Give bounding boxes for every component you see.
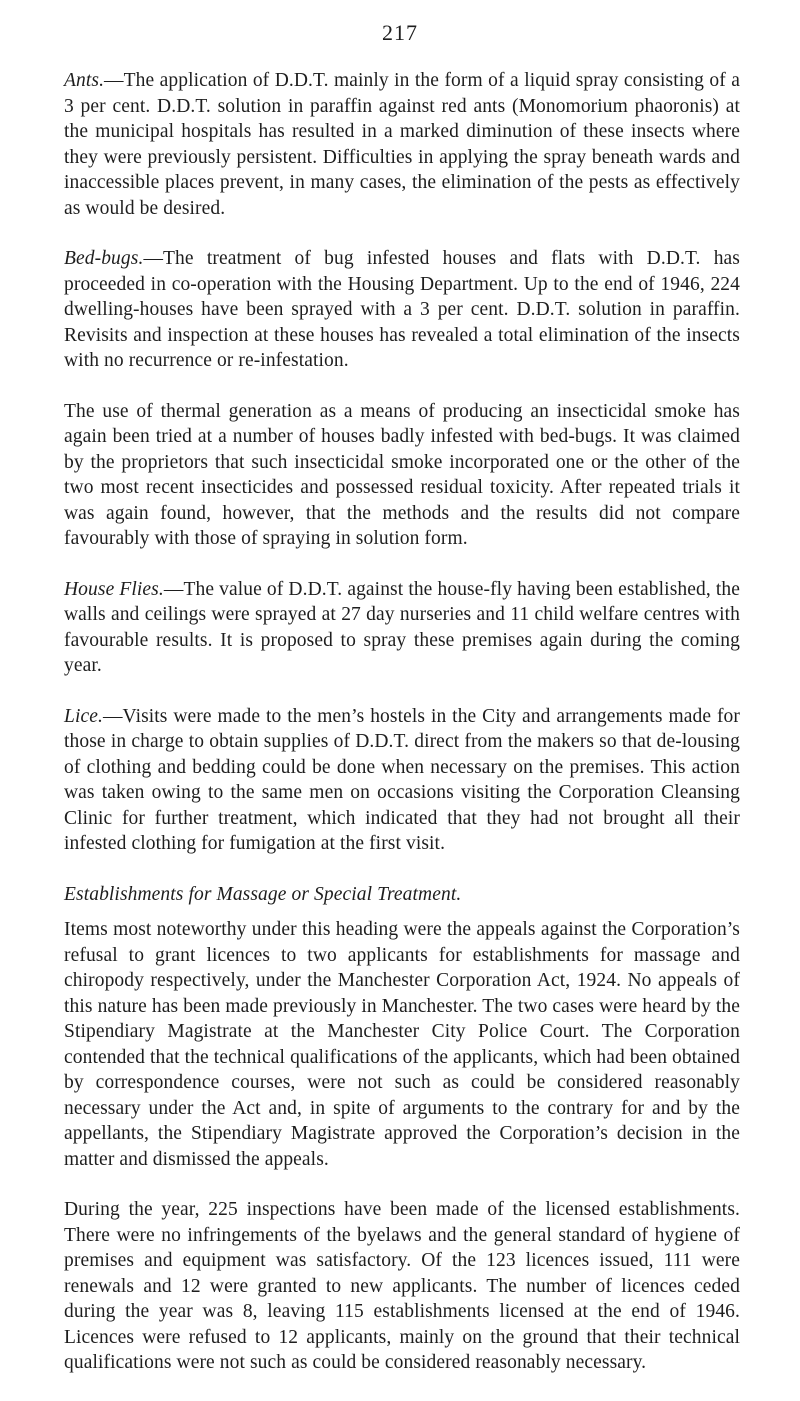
page-body bbox=[64, 68, 740, 1401]
paragraph-ants bbox=[64, 68, 740, 221]
paragraph-massage-appeals: Items most noteworthy under this heading were the appeals against the Corporation’s refusal to grant licences to two applicants for establishments for massage and chiropody respectively, under the Manchester Corporation Act, 1924. No appeals of this nature has been made previously in Manchester. The two cases were heard by the Stipendiary Magistrate at the Manchester City Police Court. The Corporation contended that the technical qualifications of the applicants, which had been obtained by correspondence courses, were not such as could be considered reasonably necessary under the Act and, in spite of arguments to the contrary for and by the appellants, the Stipendiary Magistrate approved the Corporation’s decision in the matter and dismissed the appeals. bbox=[64, 919, 740, 1170]
paragraph-bed-bugs bbox=[64, 246, 740, 374]
heading-house-flies: House Flies. bbox=[64, 578, 164, 600]
heading-bed-bugs: Bed-bugs. bbox=[64, 248, 144, 269]
text-bed-bugs: —The treatment of bug infested houses and flats with D.D.T. has proceeded in co-operation with the Housing Department. Up to the end of 1946, 224 dwelling-houses have been sprayed with a 3 per cent. D.D.T. solution in paraffin. Revisits and inspection at these houses has revealed a total elimination of the insects with no recurrence or re-infestation. bbox=[64, 248, 740, 371]
paragraph-massage-inspections: During the year, 225 inspections have been made of the licensed establishments. There were no infringements of the byelaws and the general standard of hygiene of premises and equipment was satisfactory. Of the 123 licences issued, 111 were renewals and 12 were granted to new applicants. The number of licences ceded during the year was 8, leaving 115 establishments licensed at the end of 1946. Licences were refused to 12 applicants, mainly on the ground that their technical qualifications were not such as could be considered reasonably necessary. bbox=[64, 1199, 740, 1373]
paragraph-thermal-generation bbox=[64, 399, 740, 552]
text-thermal-generation: The use of thermal generation as a means of producing an insecticidal smoke has again been tried at a number of houses badly infested with bed-bugs. It was claimed by the proprietors that such insecticidal smoke incorporated one or the other of the two most recent insecticides and possessed residual toxicity. After repeated trials it was again found, however, that the methods and the results did not compare favourably with those of spraying in solution form. bbox=[64, 400, 740, 549]
text-ants: —The application of D.D.T. mainly in the form of a liquid spray consisting of a 3 per cent. D.D.T. solution in paraffin against red ants (Monomorium phaoronis) at the municipal hospitals has resulted in a marked diminution of these insects where they were previously persistent. Difficulties in applying the spray beneath wards and inaccessible places prevent, in many cases, the elimination of the pests as effectively as would be desired. bbox=[64, 70, 740, 219]
heading-ants: Ants. bbox=[64, 70, 105, 91]
text-lice: —Visits were made to the men’s hostels in the City and arrangements made for those in charge to obtain supplies of D.D.T. direct from the makers so that de-lousing of clothing and bedding could be done when necessary on the premises. This action was taken owing to the same men on occasions visiting the Corporation Cleansing Clinic for further treatment, which indicated that they had not brought all their infested clothing for fumigation at the first visit. bbox=[64, 705, 740, 854]
heading-lice: Lice. bbox=[64, 705, 103, 727]
text-house-flies: —The value of D.D.T. against the house-fly having been established, the walls and ceilings were sprayed at 27 day nurseries and 11 child welfare centres with favourable results. It is proposed to spray these premises again during the coming year. bbox=[64, 578, 740, 676]
paragraph-house-flies bbox=[64, 577, 740, 679]
paragraph-lice bbox=[64, 704, 740, 857]
section-title: Establishments for Massage or Special Treatment. bbox=[64, 883, 462, 905]
page-number: 217 bbox=[382, 20, 418, 45]
